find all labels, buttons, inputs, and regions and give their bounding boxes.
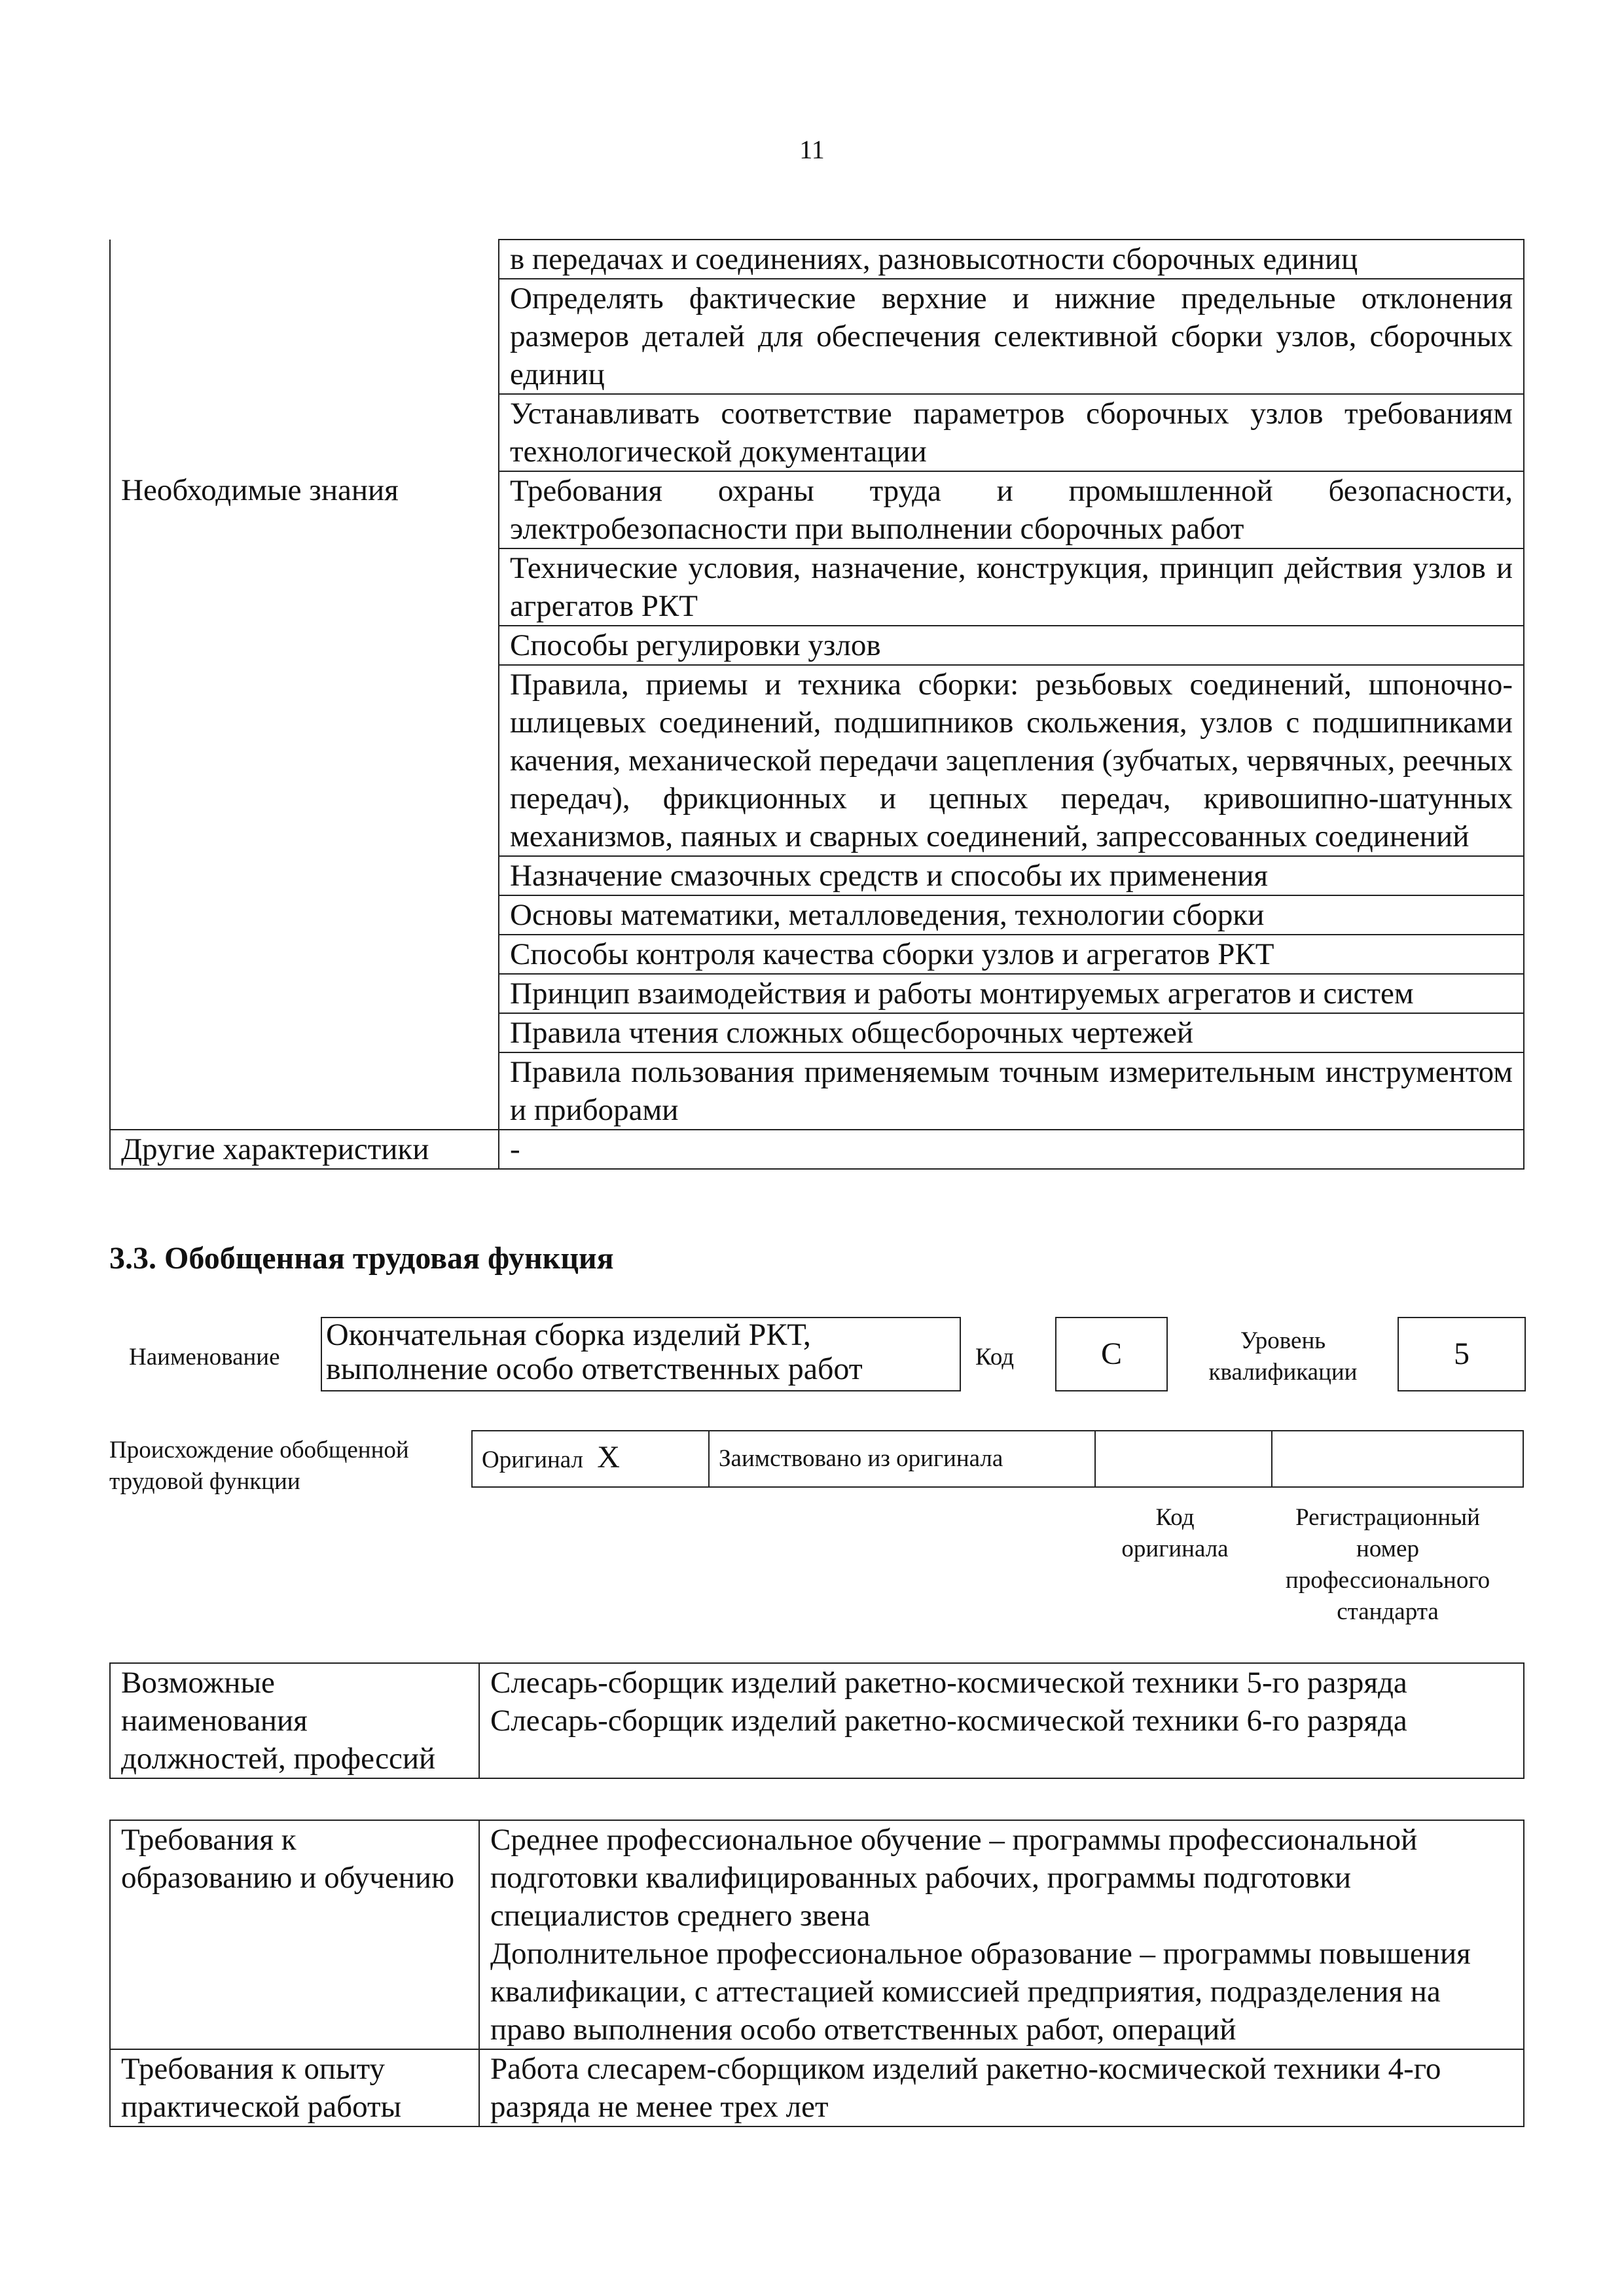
knowledge-row: Правила чтения сложных общесборочных чертежей <box>499 1013 1524 1052</box>
origin-label <box>109 1435 409 1498</box>
origin-original-cell <box>472 1431 709 1487</box>
origin-original-label: Оригинал <box>482 1446 584 1473</box>
position-item: Слесарь-сборщик изделий ракетно-космической техники 5-го разряда <box>490 1666 1407 1700</box>
origin-table <box>471 1430 1524 1488</box>
education-item: Среднее профессиональное обучение – программы профессиональной подготовки квалифицированных рабочих, программы подготовки специалистов среднего звена <box>490 1823 1418 1933</box>
code-original-line: оригинала <box>1121 1535 1229 1562</box>
reg-number-line: стандарта <box>1337 1598 1439 1625</box>
skill-row: Устанавливать соответствие параметров сборочных узлов требованиям технологической документации <box>499 394 1524 471</box>
knowledge-label: Необходимые знания <box>110 471 499 1130</box>
code-value: C <box>1055 1317 1168 1391</box>
education-item: Дополнительное профессиональное образование – программы повышения квалификации, с аттестацией комиссией предприятия, подразделения на право выполнения особо ответственных работ, операций <box>490 1937 1471 2047</box>
skills-label-cell <box>110 240 499 471</box>
origin-borrowed-label: Заимствовано из оригинала <box>709 1431 1095 1487</box>
code-original-line: Код <box>1155 1504 1195 1531</box>
knowledge-row: Назначение смазочных средств и способы их применения <box>499 856 1524 895</box>
experience-label: Требования к опыту практической работы <box>110 2049 479 2126</box>
level-value: 5 <box>1398 1317 1526 1391</box>
level-label-line: квалификации <box>1208 1359 1358 1386</box>
knowledge-row: Правила пользования применяемым точным измерительным инструментом и приборами <box>499 1052 1524 1130</box>
name-value: Окончательная сборка изделий РКТ, выполнение особо ответственных работ <box>326 1318 863 1386</box>
position-item: Слесарь-сборщик изделий ракетно-космической техники 6-го разряда <box>490 1704 1407 1738</box>
reg-number-line: номер <box>1356 1535 1419 1562</box>
origin-mark: X <box>597 1440 620 1475</box>
code-label: Код <box>975 1344 1015 1371</box>
section-heading: 3.3. Обобщенная трудовая функция <box>109 1241 614 1276</box>
other-value: - <box>499 1130 1524 1169</box>
knowledge-row: Правила, приемы и техника сборки: резьбовых соединений, шпоночно-шлицевых соединений, подшипников скольжения, узлов с подшипниками качения, механической передачи зацепления (зубчатых, червячных, реечных передач), фрикционных и цепных передач, кривошипно-шатунных механизмов, паяных и сварных соединений, запрессованных соединений <box>499 665 1524 856</box>
name-value-box <box>321 1317 961 1391</box>
page-number: 11 <box>799 135 825 164</box>
knowledge-row: Технические условия, назначение, конструкция, принцип действия узлов и агрегатов РКТ <box>499 548 1524 626</box>
level-label <box>1178 1325 1388 1388</box>
experience-value: Работа слесарем-сборщиком изделий ракетно-космической техники 4-го разряда не менее трех лет <box>479 2049 1524 2126</box>
skills-knowledge-table <box>109 239 1525 1170</box>
knowledge-row: Способы регулировки узлов <box>499 626 1524 665</box>
origin-code-cell <box>1095 1431 1272 1487</box>
level-label-line: Уровень <box>1240 1327 1326 1354</box>
education-cell <box>479 1820 1524 2049</box>
origin-label-line: трудовой функции <box>109 1468 300 1495</box>
other-label: Другие характеристики <box>110 1130 499 1169</box>
skill-row: в передачах и соединениях, разновысотности сборочных единиц <box>499 240 1524 279</box>
positions-cell <box>479 1663 1524 1778</box>
knowledge-row: Принцип взаимодействия и работы монтируемых агрегатов и систем <box>499 974 1524 1013</box>
code-original-label <box>1100 1502 1250 1565</box>
name-label: Наименование <box>129 1344 280 1371</box>
reg-number-line: профессионального <box>1285 1567 1490 1594</box>
origin-label-line: Происхождение обобщенной <box>109 1437 409 1463</box>
knowledge-row: Требования охраны труда и промышленной безопасности, электробезопасности при выполнении сборочных работ <box>499 471 1524 548</box>
reg-number-line: Регистрационный <box>1295 1504 1480 1531</box>
origin-reg-number-cell <box>1272 1431 1523 1487</box>
requirements-table <box>109 1820 1525 2127</box>
positions-table <box>109 1662 1525 1779</box>
skill-row: Определять фактические верхние и нижние предельные отклонения размеров деталей для обеспечения селективной сборки узлов, сборочных единиц <box>499 279 1524 394</box>
knowledge-row: Способы контроля качества сборки узлов и агрегатов РКТ <box>499 935 1524 974</box>
reg-number-label <box>1257 1502 1519 1628</box>
positions-label: Возможные наименования должностей, профессий <box>110 1663 479 1778</box>
knowledge-row: Основы математики, металловедения, технологии сборки <box>499 895 1524 935</box>
education-label: Требования к образованию и обучению <box>110 1820 479 2049</box>
